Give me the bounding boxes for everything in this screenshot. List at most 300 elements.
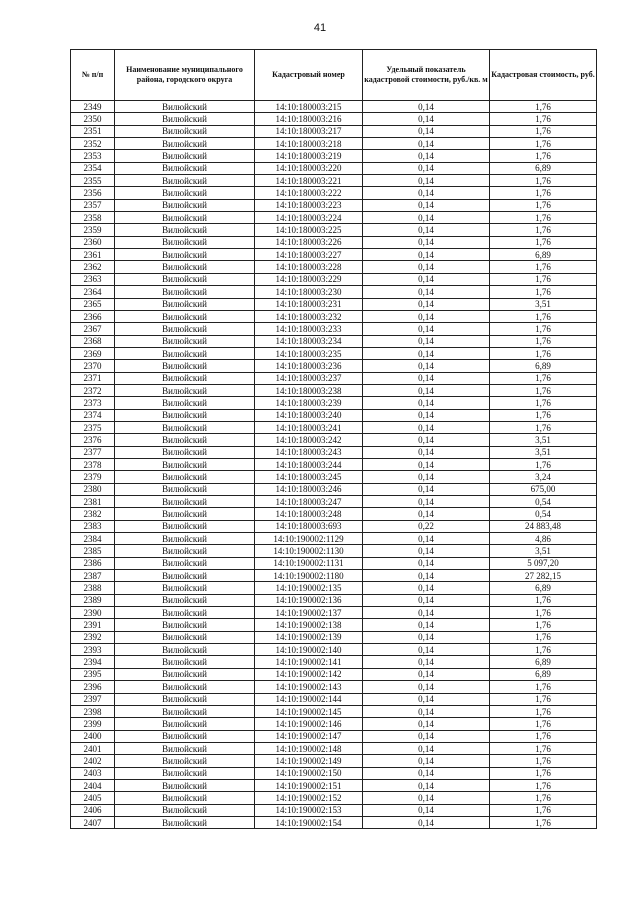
unit-value-cell: 0,14 <box>363 150 490 162</box>
table-row <box>71 767 597 779</box>
cadastral-number-cell: 14:10:180003:215 <box>255 101 363 113</box>
row-number-cell: 2394 <box>71 656 115 668</box>
row-number-cell: 2357 <box>71 199 115 211</box>
table-row <box>71 496 597 508</box>
cadastral-value-cell: 1,76 <box>490 323 597 335</box>
unit-value-cell: 0,14 <box>363 162 490 174</box>
table-row <box>71 434 597 446</box>
row-number-cell: 2380 <box>71 483 115 495</box>
cadastral-number-cell: 14:10:180003:248 <box>255 508 363 520</box>
cadastral-number-cell: 14:10:180003:231 <box>255 298 363 310</box>
cadastral-number-cell: 14:10:190002:140 <box>255 644 363 656</box>
cadastral-value-cell: 1,76 <box>490 212 597 224</box>
district-cell: Вилюйский <box>115 582 255 594</box>
table-row <box>71 323 597 335</box>
district-cell: Вилюйский <box>115 360 255 372</box>
unit-value-cell: 0,14 <box>363 125 490 137</box>
cadastral-value-cell: 1,76 <box>490 335 597 347</box>
cadastral-value-cell: 5 097,20 <box>490 557 597 569</box>
table-row <box>71 150 597 162</box>
cadastral-value-cell: 1,76 <box>490 273 597 285</box>
unit-value-cell: 0,14 <box>363 113 490 125</box>
unit-value-cell: 0,14 <box>363 138 490 150</box>
cadastral-value-cell: 1,76 <box>490 607 597 619</box>
district-cell: Вилюйский <box>115 335 255 347</box>
unit-value-cell: 0,14 <box>363 496 490 508</box>
cadastral-number-cell: 14:10:190002:150 <box>255 767 363 779</box>
district-cell: Вилюйский <box>115 458 255 470</box>
unit-value-cell: 0,14 <box>363 693 490 705</box>
cadastral-value-cell: 1,76 <box>490 631 597 643</box>
unit-value-cell: 0,14 <box>363 397 490 409</box>
unit-value-cell: 0,14 <box>363 792 490 804</box>
header-row-number: № п/п <box>71 50 115 101</box>
cadastral-number-cell: 14:10:180003:230 <box>255 286 363 298</box>
cadastral-number-cell: 14:10:190002:145 <box>255 705 363 717</box>
cadastral-value-cell: 1,76 <box>490 767 597 779</box>
cadastral-number-cell: 14:10:190002:144 <box>255 693 363 705</box>
district-cell: Вилюйский <box>115 421 255 433</box>
unit-value-cell: 0,14 <box>363 570 490 582</box>
table-row <box>71 570 597 582</box>
unit-value-cell: 0,14 <box>363 631 490 643</box>
unit-value-cell: 0,14 <box>363 360 490 372</box>
district-cell: Вилюйский <box>115 742 255 754</box>
table-header-row <box>71 50 597 101</box>
row-number-cell: 2378 <box>71 458 115 470</box>
cadastral-value-cell: 1,76 <box>490 779 597 791</box>
table-row <box>71 273 597 285</box>
cadastral-number-cell: 14:10:180003:238 <box>255 384 363 396</box>
unit-value-cell: 0,14 <box>363 212 490 224</box>
district-cell: Вилюйский <box>115 372 255 384</box>
cadastral-number-cell: 14:10:190002:146 <box>255 718 363 730</box>
unit-value-cell: 0,14 <box>363 175 490 187</box>
cadastral-number-cell: 14:10:180003:220 <box>255 162 363 174</box>
district-cell: Вилюйский <box>115 520 255 532</box>
unit-value-cell: 0,14 <box>363 458 490 470</box>
row-number-cell: 2365 <box>71 298 115 310</box>
table-row <box>71 483 597 495</box>
cadastral-value-cell: 1,76 <box>490 138 597 150</box>
unit-value-cell: 0,14 <box>363 286 490 298</box>
table-row <box>71 113 597 125</box>
cadastral-number-cell: 14:10:190002:138 <box>255 619 363 631</box>
cadastral-value-cell: 1,76 <box>490 150 597 162</box>
unit-value-cell: 0,14 <box>363 187 490 199</box>
unit-value-cell: 0,14 <box>363 668 490 680</box>
cadastral-value-cell: 1,76 <box>490 792 597 804</box>
unit-value-cell: 0,14 <box>363 644 490 656</box>
cadastral-value-cell: 3,51 <box>490 298 597 310</box>
unit-value-cell: 0,14 <box>363 767 490 779</box>
district-cell: Вилюйский <box>115 199 255 211</box>
table-row <box>71 508 597 520</box>
table-row <box>71 384 597 396</box>
table-row <box>71 619 597 631</box>
cadastral-value-cell: 1,76 <box>490 644 597 656</box>
table-row <box>71 261 597 273</box>
cadastral-value-cell: 6,89 <box>490 249 597 261</box>
cadastral-number-cell: 14:10:190002:149 <box>255 755 363 767</box>
district-cell: Вилюйский <box>115 125 255 137</box>
cadastral-number-cell: 14:10:180003:232 <box>255 310 363 322</box>
table-row <box>71 730 597 742</box>
cadastral-number-cell: 14:10:180003:245 <box>255 471 363 483</box>
district-cell: Вилюйский <box>115 261 255 273</box>
row-number-cell: 2349 <box>71 101 115 113</box>
table-row <box>71 421 597 433</box>
row-number-cell: 2372 <box>71 384 115 396</box>
table-row <box>71 298 597 310</box>
row-number-cell: 2381 <box>71 496 115 508</box>
cadastral-value-cell: 1,76 <box>490 384 597 396</box>
table-body <box>71 101 597 829</box>
table-row <box>71 162 597 174</box>
cadastral-number-cell: 14:10:180003:233 <box>255 323 363 335</box>
row-number-cell: 2353 <box>71 150 115 162</box>
row-number-cell: 2383 <box>71 520 115 532</box>
unit-value-cell: 0,14 <box>363 249 490 261</box>
unit-value-cell: 0,14 <box>363 446 490 458</box>
cadastral-value-cell: 1,76 <box>490 261 597 273</box>
district-cell: Вилюйский <box>115 594 255 606</box>
unit-value-cell: 0,14 <box>363 101 490 113</box>
district-cell: Вилюйский <box>115 816 255 828</box>
district-cell: Вилюйский <box>115 570 255 582</box>
cadastral-value-cell: 3,51 <box>490 434 597 446</box>
row-number-cell: 2406 <box>71 804 115 816</box>
cadastral-value-cell: 1,76 <box>490 199 597 211</box>
cadastral-number-cell: 14:10:190002:1129 <box>255 533 363 545</box>
district-cell: Вилюйский <box>115 212 255 224</box>
cadastral-number-cell: 14:10:180003:229 <box>255 273 363 285</box>
cadastral-value-cell: 4,86 <box>490 533 597 545</box>
row-number-cell: 2356 <box>71 187 115 199</box>
table-row <box>71 607 597 619</box>
row-number-cell: 2397 <box>71 693 115 705</box>
district-cell: Вилюйский <box>115 347 255 359</box>
table-row <box>71 520 597 532</box>
cadastral-number-cell: 14:10:180003:234 <box>255 335 363 347</box>
table-row <box>71 755 597 767</box>
unit-value-cell: 0,14 <box>363 804 490 816</box>
cadastral-value-cell: 1,76 <box>490 347 597 359</box>
district-cell: Вилюйский <box>115 792 255 804</box>
unit-value-cell: 0,14 <box>363 755 490 767</box>
row-number-cell: 2377 <box>71 446 115 458</box>
page-number: 41 <box>313 22 327 34</box>
table-row <box>71 644 597 656</box>
district-cell: Вилюйский <box>115 273 255 285</box>
unit-value-cell: 0,14 <box>363 582 490 594</box>
table-row <box>71 310 597 322</box>
district-cell: Вилюйский <box>115 113 255 125</box>
header-cadastral-number: Кадастровый номер <box>255 50 363 101</box>
row-number-cell: 2373 <box>71 397 115 409</box>
row-number-cell: 2352 <box>71 138 115 150</box>
row-number-cell: 2396 <box>71 681 115 693</box>
cadastral-number-cell: 14:10:190002:148 <box>255 742 363 754</box>
cadastral-number-cell: 14:10:180003:228 <box>255 261 363 273</box>
table-row <box>71 187 597 199</box>
unit-value-cell: 0,14 <box>363 273 490 285</box>
cadastral-number-cell: 14:10:180003:217 <box>255 125 363 137</box>
cadastral-value-cell: 27 282,15 <box>490 570 597 582</box>
district-cell: Вилюйский <box>115 323 255 335</box>
row-number-cell: 2388 <box>71 582 115 594</box>
table-row <box>71 804 597 816</box>
table-row <box>71 372 597 384</box>
table-row <box>71 779 597 791</box>
table-row <box>71 199 597 211</box>
cadastral-number-cell: 14:10:180003:223 <box>255 199 363 211</box>
row-number-cell: 2367 <box>71 323 115 335</box>
row-number-cell: 2390 <box>71 607 115 619</box>
unit-value-cell: 0,14 <box>363 236 490 248</box>
district-cell: Вилюйский <box>115 619 255 631</box>
unit-value-cell: 0,14 <box>363 607 490 619</box>
row-number-cell: 2370 <box>71 360 115 372</box>
row-number-cell: 2374 <box>71 409 115 421</box>
district-cell: Вилюйский <box>115 705 255 717</box>
cadastral-number-cell: 14:10:180003:222 <box>255 187 363 199</box>
row-number-cell: 2355 <box>71 175 115 187</box>
cadastral-number-cell: 14:10:190002:1130 <box>255 545 363 557</box>
cadastral-value-cell: 1,76 <box>490 718 597 730</box>
cadastral-value-cell: 0,54 <box>490 496 597 508</box>
cadastral-value-cell: 6,89 <box>490 582 597 594</box>
unit-value-cell: 0,14 <box>363 434 490 446</box>
row-number-cell: 2359 <box>71 224 115 236</box>
unit-value-cell: 0,14 <box>363 557 490 569</box>
table-row <box>71 705 597 717</box>
cadastral-value-cell: 6,89 <box>490 656 597 668</box>
row-number-cell: 2385 <box>71 545 115 557</box>
row-number-cell: 2398 <box>71 705 115 717</box>
cadastral-value-cell: 1,76 <box>490 236 597 248</box>
table-row <box>71 545 597 557</box>
district-cell: Вилюйский <box>115 508 255 520</box>
cadastral-value-cell: 1,76 <box>490 681 597 693</box>
cadastral-number-cell: 14:10:180003:221 <box>255 175 363 187</box>
unit-value-cell: 0,14 <box>363 730 490 742</box>
cadastral-number-cell: 14:10:180003:237 <box>255 372 363 384</box>
row-number-cell: 2368 <box>71 335 115 347</box>
cadastral-value-cell: 6,89 <box>490 360 597 372</box>
unit-value-cell: 0,14 <box>363 335 490 347</box>
district-cell: Вилюйский <box>115 175 255 187</box>
cadastral-number-cell: 14:10:190002:1131 <box>255 557 363 569</box>
cadastral-number-cell: 14:10:180003:216 <box>255 113 363 125</box>
cadastral-value-cell: 1,76 <box>490 619 597 631</box>
cadastral-number-cell: 14:10:180003:226 <box>255 236 363 248</box>
table-row <box>71 224 597 236</box>
row-number-cell: 2393 <box>71 644 115 656</box>
district-cell: Вилюйский <box>115 471 255 483</box>
cadastral-value-cell: 1,76 <box>490 693 597 705</box>
cadastral-number-cell: 14:10:180003:242 <box>255 434 363 446</box>
district-cell: Вилюйский <box>115 496 255 508</box>
table-row <box>71 335 597 347</box>
district-cell: Вилюйский <box>115 483 255 495</box>
unit-value-cell: 0,14 <box>363 224 490 236</box>
table-row <box>71 668 597 680</box>
table-row <box>71 471 597 483</box>
header-cadastral-value: Кадастровая стоимость, руб. <box>490 50 597 101</box>
cadastral-value-cell: 24 883,48 <box>490 520 597 532</box>
cadastral-number-cell: 14:10:190002:147 <box>255 730 363 742</box>
row-number-cell: 2361 <box>71 249 115 261</box>
table-row <box>71 125 597 137</box>
cadastral-number-cell: 14:10:190002:1180 <box>255 570 363 582</box>
table-row <box>71 656 597 668</box>
row-number-cell: 2358 <box>71 212 115 224</box>
row-number-cell: 2350 <box>71 113 115 125</box>
cadastral-value-cell: 3,51 <box>490 545 597 557</box>
table-row <box>71 631 597 643</box>
row-number-cell: 2384 <box>71 533 115 545</box>
district-cell: Вилюйский <box>115 236 255 248</box>
row-number-cell: 2401 <box>71 742 115 754</box>
table-row <box>71 693 597 705</box>
district-cell: Вилюйский <box>115 644 255 656</box>
table-row <box>71 175 597 187</box>
district-cell: Вилюйский <box>115 446 255 458</box>
row-number-cell: 2366 <box>71 310 115 322</box>
cadastral-number-cell: 14:10:180003:219 <box>255 150 363 162</box>
table-row <box>71 446 597 458</box>
row-number-cell: 2364 <box>71 286 115 298</box>
table-row <box>71 360 597 372</box>
district-cell: Вилюйский <box>115 730 255 742</box>
district-cell: Вилюйский <box>115 298 255 310</box>
unit-value-cell: 0,14 <box>363 656 490 668</box>
row-number-cell: 2389 <box>71 594 115 606</box>
row-number-cell: 2386 <box>71 557 115 569</box>
unit-value-cell: 0,14 <box>363 421 490 433</box>
cadastral-value-cell: 1,76 <box>490 804 597 816</box>
row-number-cell: 2395 <box>71 668 115 680</box>
cadastral-number-cell: 14:10:180003:236 <box>255 360 363 372</box>
row-number-cell: 2379 <box>71 471 115 483</box>
header-district: Наименование муниципального района, городского округа <box>115 50 255 101</box>
unit-value-cell: 0,14 <box>363 594 490 606</box>
district-cell: Вилюйский <box>115 101 255 113</box>
cadastral-value-cell: 1,76 <box>490 372 597 384</box>
unit-value-cell: 0,14 <box>363 533 490 545</box>
unit-value-cell: 0,14 <box>363 310 490 322</box>
district-cell: Вилюйский <box>115 656 255 668</box>
table-row <box>71 101 597 113</box>
unit-value-cell: 0,14 <box>363 409 490 421</box>
unit-value-cell: 0,14 <box>363 816 490 828</box>
cadastral-number-cell: 14:10:180003:240 <box>255 409 363 421</box>
row-number-cell: 2369 <box>71 347 115 359</box>
row-number-cell: 2407 <box>71 816 115 828</box>
cadastral-value-cell: 1,76 <box>490 755 597 767</box>
table-row <box>71 681 597 693</box>
cadastral-value-cell: 6,89 <box>490 162 597 174</box>
cadastral-number-cell: 14:10:190002:142 <box>255 668 363 680</box>
unit-value-cell: 0,14 <box>363 508 490 520</box>
cadastral-number-cell: 14:10:180003:246 <box>255 483 363 495</box>
cadastral-number-cell: 14:10:180003:247 <box>255 496 363 508</box>
unit-value-cell: 0,14 <box>363 718 490 730</box>
unit-value-cell: 0,14 <box>363 471 490 483</box>
unit-value-cell: 0,14 <box>363 483 490 495</box>
table-row <box>71 533 597 545</box>
district-cell: Вилюйский <box>115 224 255 236</box>
district-cell: Вилюйский <box>115 545 255 557</box>
cadastral-value-cell: 1,76 <box>490 175 597 187</box>
cadastral-number-cell: 14:10:180003:225 <box>255 224 363 236</box>
table-row <box>71 409 597 421</box>
district-cell: Вилюйский <box>115 718 255 730</box>
table-row <box>71 458 597 470</box>
cadastral-value-cell: 1,76 <box>490 458 597 470</box>
cadastral-value-cell: 1,76 <box>490 224 597 236</box>
cadastral-value-cell: 1,76 <box>490 421 597 433</box>
table-row <box>71 792 597 804</box>
row-number-cell: 2354 <box>71 162 115 174</box>
cadastral-value-cell: 1,76 <box>490 125 597 137</box>
cadastral-value-cell: 0,54 <box>490 508 597 520</box>
district-cell: Вилюйский <box>115 557 255 569</box>
cadastral-value-cell: 6,89 <box>490 668 597 680</box>
district-cell: Вилюйский <box>115 409 255 421</box>
cadastral-value-cell: 1,76 <box>490 101 597 113</box>
unit-value-cell: 0,14 <box>363 742 490 754</box>
unit-value-cell: 0,14 <box>363 372 490 384</box>
cadastral-number-cell: 14:10:180003:239 <box>255 397 363 409</box>
table-row <box>71 249 597 261</box>
cadastral-number-cell: 14:10:180003:227 <box>255 249 363 261</box>
district-cell: Вилюйский <box>115 804 255 816</box>
unit-value-cell: 0,14 <box>363 323 490 335</box>
district-cell: Вилюйский <box>115 668 255 680</box>
row-number-cell: 2371 <box>71 372 115 384</box>
row-number-cell: 2363 <box>71 273 115 285</box>
district-cell: Вилюйский <box>115 779 255 791</box>
unit-value-cell: 0,14 <box>363 779 490 791</box>
table-row <box>71 236 597 248</box>
cadastral-number-cell: 14:10:190002:137 <box>255 607 363 619</box>
cadastral-number-cell: 14:10:190002:143 <box>255 681 363 693</box>
cadastral-number-cell: 14:10:190002:136 <box>255 594 363 606</box>
row-number-cell: 2405 <box>71 792 115 804</box>
district-cell: Вилюйский <box>115 397 255 409</box>
cadastral-number-cell: 14:10:180003:243 <box>255 446 363 458</box>
row-number-cell: 2403 <box>71 767 115 779</box>
cadastral-value-cell: 1,76 <box>490 397 597 409</box>
district-cell: Вилюйский <box>115 138 255 150</box>
row-number-cell: 2399 <box>71 718 115 730</box>
row-number-cell: 2375 <box>71 421 115 433</box>
table-row <box>71 397 597 409</box>
cadastral-value-cell: 1,76 <box>490 742 597 754</box>
unit-value-cell: 0,14 <box>363 545 490 557</box>
district-cell: Вилюйский <box>115 607 255 619</box>
cadastral-number-cell: 14:10:190002:153 <box>255 804 363 816</box>
row-number-cell: 2402 <box>71 755 115 767</box>
unit-value-cell: 0,14 <box>363 261 490 273</box>
row-number-cell: 2382 <box>71 508 115 520</box>
cadastral-number-cell: 14:10:180003:244 <box>255 458 363 470</box>
row-number-cell: 2400 <box>71 730 115 742</box>
cadastral-value-table <box>70 49 597 829</box>
cadastral-number-cell: 14:10:190002:151 <box>255 779 363 791</box>
